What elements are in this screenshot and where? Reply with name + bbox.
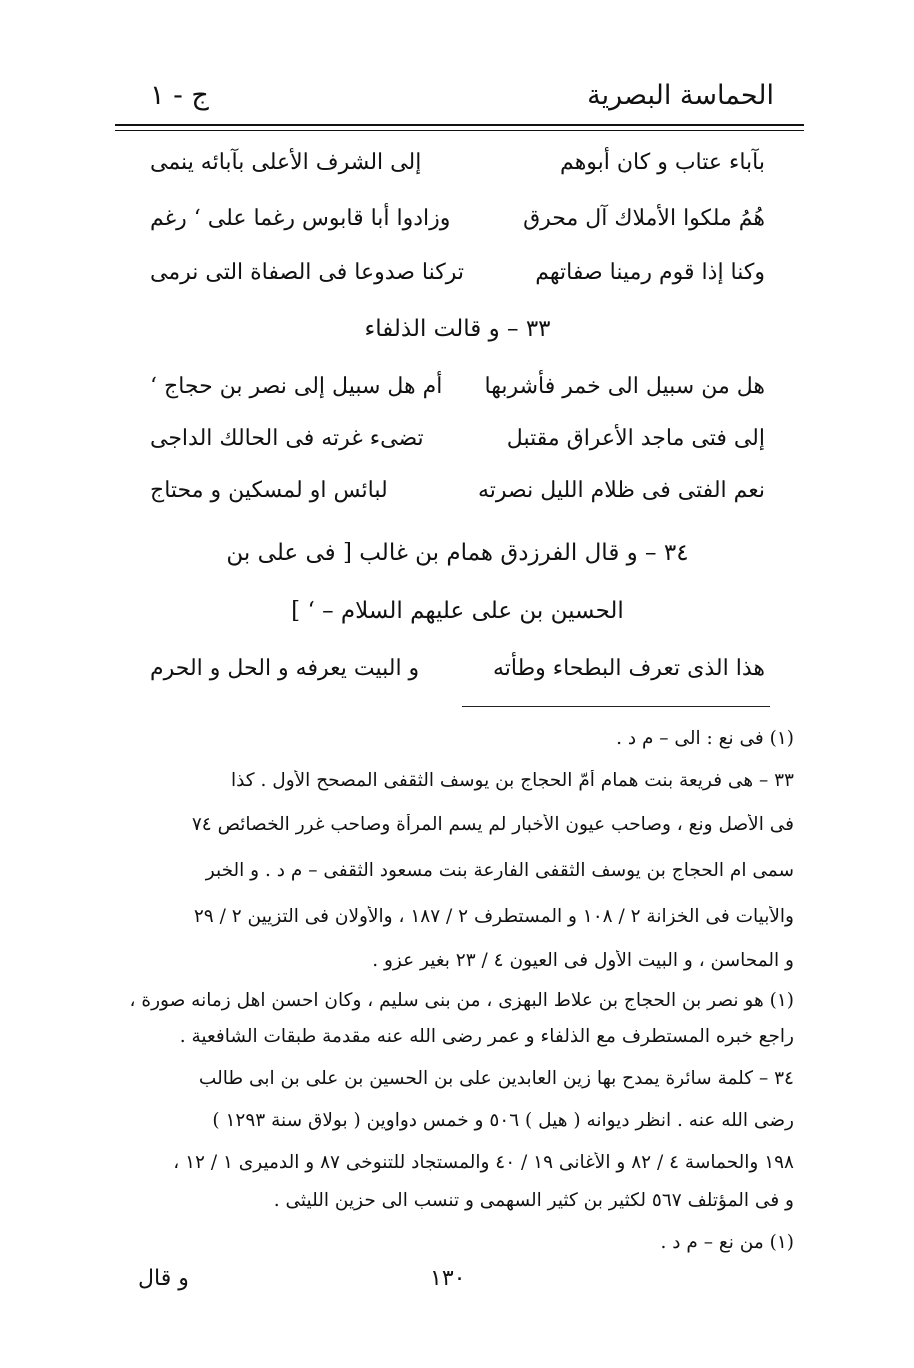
verse-line (150, 478, 765, 522)
verse-second-hemistich: تركنا صدوعا فى الصفاة التى نرمى (150, 260, 465, 285)
footnote-line: رضى الله عنه . انظر ديوانه ( هيل ) ٥٠٦ و خمس دواوين ( بولاق سنة ١٢٩٣ ) (212, 1110, 794, 1131)
verse-second-hemistich: و البيت يعرفه و الحل و الحرم (150, 656, 420, 681)
header-rule-thin (115, 130, 804, 131)
verse-second-hemistich: لبائس او لمسكين و محتاج (150, 478, 388, 503)
footnote-rule (462, 706, 770, 707)
header-rule (115, 124, 804, 126)
footnote-line: ٣٣ – هى فريعة بنت همام أمّ الحجاج بن يوسف الثقفى المصحح الأول . كذا (230, 770, 794, 791)
verse-second-hemistich: إلى الشرف الأعلى بآبائه ينمى (150, 150, 422, 175)
footnote-line: (١) هو نصر بن الحجاج بن علاط البهزى ، من بنى سليم ، وكان احسن اهل زمانه صورة ، (129, 990, 794, 1011)
section-heading: ٣٣ – و قالت الذلفاء (364, 316, 551, 342)
running-title: الحماسة البصرية (587, 80, 774, 111)
volume-label: ج - ١ (150, 80, 209, 111)
footnote-line: والأبيات فى الخزانة ٢ / ١٠٨ و المستطرف ٢ / ١٨٧ ، والأولان فى التزيين ٢ / ٢٩ (193, 906, 794, 927)
footnote-line: ١٩٨ والحماسة ٤ / ٨٢ و الأغانى ١٩ / ٤٠ والمستجاد للتنوخى ٨٧ و الدميرى ١ / ١٢ ، (173, 1152, 794, 1173)
verse-line (150, 206, 765, 250)
verse-line (150, 260, 765, 304)
verse-first-hemistich: هُمُ ملكوا الأملاك آل محرق (523, 206, 765, 231)
verse-line (150, 426, 765, 470)
footnote-line: ٣٤ – كلمة سائرة يمدح بها زين العابدين على بن الحسين بن على بن ابى طالب (198, 1068, 794, 1089)
section-heading: ٣٤ – و قال الفرزدق همام بن غالب [ فى على بن (226, 540, 689, 566)
footnote-line: و فى المؤتلف ٥٦٧ لكثير بن كثير السهمى و تنسب الى حزين الليثى . (273, 1190, 794, 1211)
footnote-line: سمى ام الحجاج بن يوسف الثقفى الفارعة بنت مسعود الثقفى – م د . و الخبر (205, 860, 794, 881)
page-number: ١٣٠ (430, 1266, 466, 1291)
verse-line (150, 150, 765, 194)
verse-second-hemistich: أم هل سبيل إلى نصر بن حجاج ‘ (150, 374, 443, 399)
verse-first-hemistich: هل من سبيل الى خمر فأشربها (484, 374, 765, 399)
verse-first-hemistich: إلى فتى ماجد الأعراق مقتبل (506, 426, 765, 451)
verse-first-hemistich: بآباء عتاب و كان أبوهم (560, 150, 765, 175)
verse-first-hemistich: هذا الذى تعرف البطحاء وطأته (492, 656, 765, 681)
verse-second-hemistich: وزادوا أبا قابوس رغما على ‘ رغم (150, 206, 451, 231)
footnote-line: (١) فى نع : الى – م د . (616, 728, 794, 749)
catchword: و قال (138, 1266, 189, 1291)
footnote-line: و المحاسن ، و البيت الأول فى العيون ٤ / ٢٣ بغير عزو . (372, 950, 794, 971)
footnote-line: فى الأصل ونع ، وصاحب عيون الأخبار لم يسم المرأة وصاحب غرر الخصائص ٧٤ (191, 814, 794, 835)
footnote-line: راجع خبره المستطرف مع الذلفاء و عمر رضى الله عنه مقدمة طبقات الشافعية . (179, 1026, 794, 1047)
section-heading-continued: الحسين بن على عليهم السلام – ‘ ] (291, 598, 624, 624)
verse-first-hemistich: نعم الفتى فى ظلام الليل نصرته (477, 478, 765, 503)
verse-line (150, 656, 765, 700)
verse-first-hemistich: وكنا إذا قوم رمينا صفاتهم (535, 260, 765, 285)
verse-second-hemistich: تضىء غرته فى الحالك الداجى (150, 426, 424, 451)
verse-line (150, 374, 765, 418)
footnote-line: (١) من نع – م د . (660, 1232, 794, 1253)
